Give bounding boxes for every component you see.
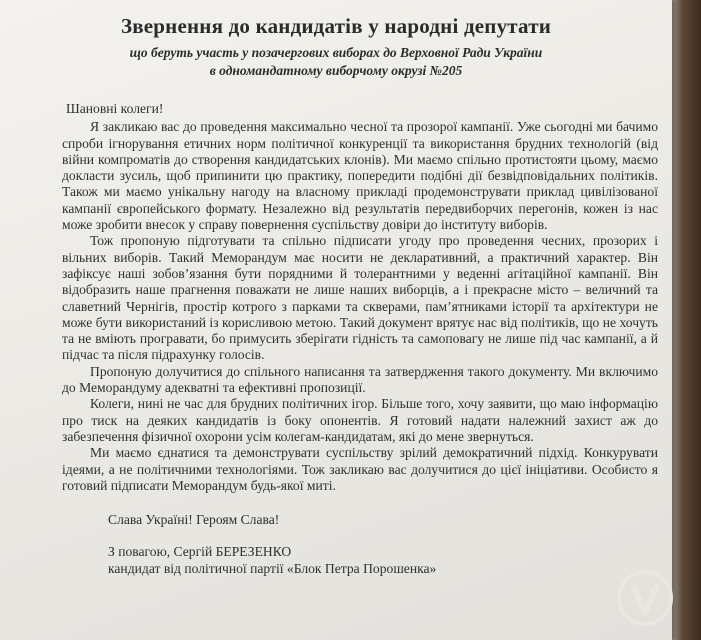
v-logo-icon (616, 569, 674, 627)
document-subtitle-line2: в одномандатному виборчому окрузі №205 (209, 63, 463, 78)
paragraph-2: Тож пропоную підготувати та спільно підписати угоду про проведення чесних, прозорих і вільних виборів. Такий Меморандум має носити не декларативний, а практичний характер. Він зафіксує наші зобов’язання бути порядними й толерантними у веденні агітаційної кампанії. Він відобразить наше прагнення поважати не лише наших виборців, а і прекрасне місто – величний та славетний Чернігів, простір котрого з парками та скверами, пам’ятниками історії та архітектури не може бути використаний із корисливою метою. Такий документ врятує нас від політиків, що не хочуть та не вміють програвати, бо примусить зберігати гідність та самоповагу не лише під час кампанії, а й підчас та після підрахунку голосів. (62, 233, 658, 363)
paragraph-1: Я закликаю вас до проведення максимально чесної та прозорої кампанії. Уже сьогодні ми бачимо спроби ігнорування етичних норм політичної конкуренції та використання брудних технологій (від війни компроматів до створення кандидатських клонів). Ми маємо спільно протистояти цьому, маємо докласти зусиль, щоб припинити цю практику, попередити подібні дії безвідповідальних політиків. Також ми маємо унікальну нагоду на власному прикладі продемонструвати приклад цивілізованої кампанії європейського формату. Незалежно від результатів передвиборчих перегонів, кожен із нас може зробити внесок у справу повернення суспільству довіри до інституту виборів. (62, 119, 658, 233)
paragraph-3: Пропоную долучитися до спільного написання та затвердження такого документу. Ми включимо до Меморандуму адекватні та ефективні пропозиції. (62, 363, 658, 396)
paragraph-5: Ми маємо єднатися та демонструвати суспільству зрілий демократичний підхід. Конкурувати ідеями, а не політичними технологіями. Тож закликаю вас долучитися до цієї ініціативи. Особисто я готовий підписати Меморандум будь-якої миті. (62, 445, 658, 493)
greeting: Шановні колеги! (66, 101, 164, 116)
signature-name: З повагою, Сергій БЕРЕЗЕНКО (108, 544, 292, 560)
document-subtitle-line1: що беруть участь у позачергових виборах до Верховної Ради України (129, 45, 543, 60)
closing-slogan: Слава Україні! Героям Слава! (108, 512, 280, 528)
document-title: Звернення до кандидатів у народні депутати (120, 14, 552, 38)
signature-title: кандидат від політичної партії «Блок Петра Порошенка» (108, 560, 437, 576)
signature-block (108, 544, 658, 577)
paragraph-4: Колеги, нині не час для брудних політичних ігор. Більше того, хочу заявити, що маю інформацію про тиск на деяких кандидатів із боку опонентів. Я готовий надати належний захист аж до забезпечення фізичної охорони усім колегам-кандидатам, які до мене звернуться. (62, 396, 658, 444)
document-body (62, 101, 658, 577)
